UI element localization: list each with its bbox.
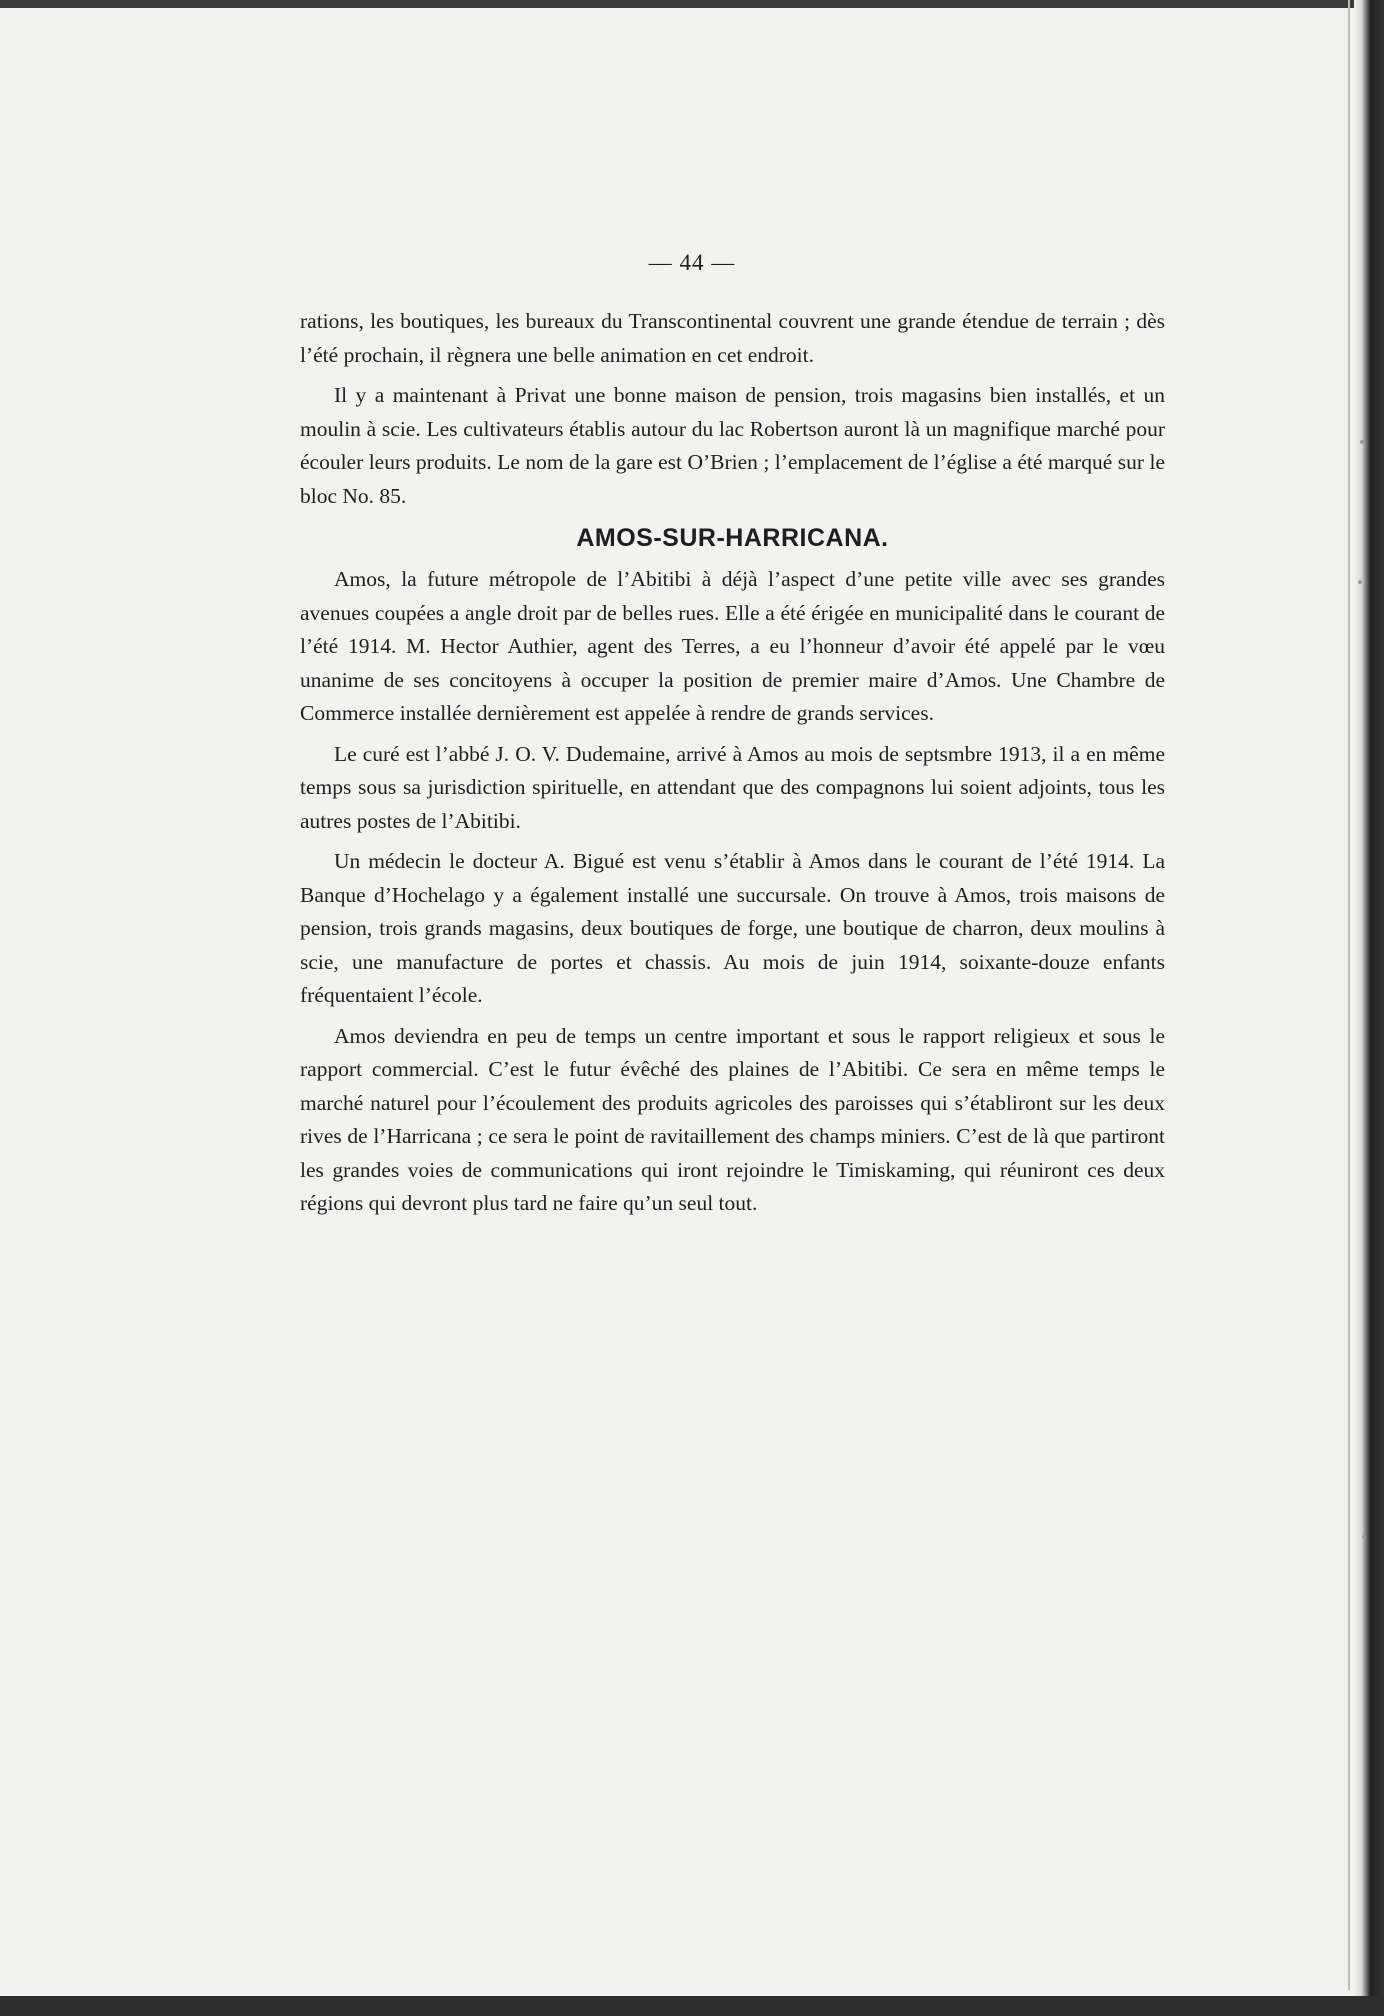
section-heading: AMOS-SUR-HARRICANA.: [576, 524, 889, 552]
paragraph-medecin: Un médecin le docteur A. Bigué est venu s’établir à Amos dans le courant de l’été 1914. La Banque d’Hochelago y a également installé une succursale. On trouve à Amos, trois maisons de pension, trois grands magasins, deux boutiques de forge, une boutique de charron, deux moulins à scie, une manufacture de portes et chassis. Au mois de juin 1914, soixante-douze enfants fréquentaient l’école.: [300, 849, 1165, 1007]
page-number: — 44 —: [648, 250, 736, 275]
scan-speck: [1362, 1535, 1366, 1539]
page-edge-shadow: [1354, 0, 1384, 2016]
paragraph-avenir: Amos deviendra en peu de temps un centre important et sous le rapport religieux et sous le rapport commercial. C’est le futur évêché des plaines de l’Abitibi. Ce sera en même temps le marché naturel pour l’écoulement des produits agricoles des paroisses qui s’établiront sur les deux rives de l’Harricana ; ce sera le point de ravitaillement des champs miniers. C’est de là que partiront les grandes voies de communications qui iront rejoindre le Timiskaming, qui réuniront ces deux régions qui devront plus tard ne faire qu’un seul tout.: [300, 1023, 1165, 1215]
page-edge-line: [1348, 0, 1350, 1990]
paragraph-amos-intro: Amos, la future métropole de l’Abitibi à déjà l’aspect d’une petite ville avec ses grandes avenues coupées a angle droit par de belles rues. Elle a été érigée en municipalité dans le courant de l’été 1914. M. Hector Authier, agent des Terres, a eu l’honneur d’avoir été appelé par le vœu unanime de ses concitoyens à occuper la position de premier maire d’Amos. Une Chambre de Commerce installée dernièrement est appelée à rendre de grands services.: [300, 567, 1165, 725]
paragraph-privat: Il y a maintenant à Privat une bonne maison de pension, trois magasins bien installés, et un moulin à scie. Les cultivateurs établis autour du lac Robertson auront là un magnifique marché pour écouler leurs produits. Le nom de la gare est O’Brien ; l’emplacement de l’église a été marqué sur le bloc No. 85.: [300, 383, 1165, 508]
paragraph-continuation: rations, les boutiques, les bureaux du Transcontinental couvrent une grande étendue de terrain ; dès l’été prochain, il règnera une belle animation en cet endroit.: [300, 309, 1165, 367]
scan-speck: [1358, 580, 1362, 584]
scan-top-border: [0, 0, 1384, 8]
page-body: [300, 305, 1165, 1228]
scan-bottom-border: [0, 1996, 1384, 2016]
paragraph-cure: Le curé est l’abbé J. O. V. Dudemaine, arrivé à Amos au mois de septsmbre 1913, il a en même temps sous sa jurisdiction spirituelle, en attendant que des compagnons lui soient adjoints, tous les autres postes de l’Abitibi.: [300, 741, 1165, 833]
scan-speck: [1360, 440, 1364, 444]
